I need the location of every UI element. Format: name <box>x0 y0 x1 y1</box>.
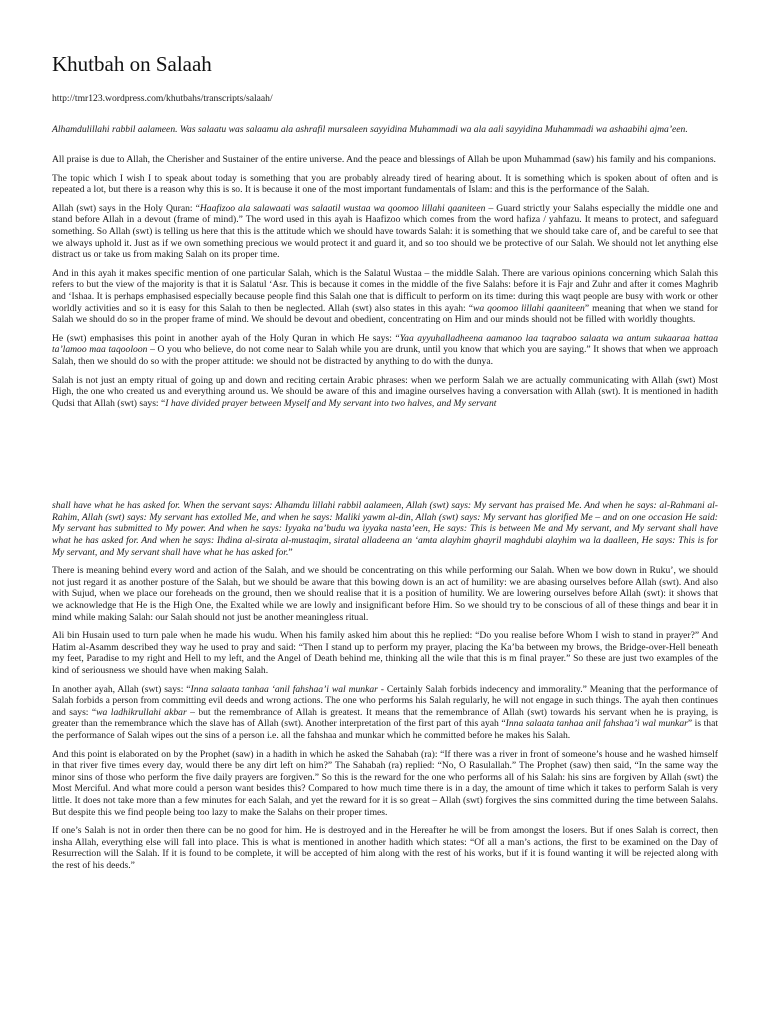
paragraph-text: He (swt) emphasises this point in another ayah of the Holy Quran in which He says: “ <box>52 332 400 344</box>
paragraph-text: ” <box>288 546 293 558</box>
paragraph-text: – but the remembrance of Allah is greatest. It means that the remembrance of Allah (swt) towards his servant when he is praying, is greater than the remembrance which the slave has of Allah (swt). Another interpretation of the first part of this ayah “ <box>52 706 718 730</box>
italic-quote-text: I have divided prayer between Myself and My servant into two halves, and My servant <box>165 397 497 409</box>
paragraph-text: And in this ayah it makes specific mention of one particular Salah, which is the Salatul Wustaa – the middle Salah. There are various opinions concerning which Salah this refers to but the view of the majority is that it is Salatul ‘Asr. This is because it comes in the middle of the five Salahs: before it is Fajr and Zuhr and after it comes Maghrib and ‘Ishaa. It is perhaps emphasised especially because people find this Salah one that is difficult to perform on its time: during this waqt people are busy with work or other worldly activities and so it is easy for this Salah to then be neglected. Allah (swt) also states in this ayah: “ <box>52 267 718 314</box>
paragraph-text: If one’s Salah is not in order then there can be no good for him. He is destroyed and in the Hereafter he will be from amongst the losers. But if ones Salah is correct, then insha Allah, everything else will fall into place. This is what is mentioned in another hadith which states: “Of all a man’s actions, the first to be examined on the Day of Resurrection will the Salah. If it is found to be complete, it will be accepted of him along with the rest of his works, but if it is found wanting it will be rejected along with the rest of his deeds.” <box>52 825 718 871</box>
italic-quote-text: shall have what he has asked for. When the servant says: Alhamdu lillahi rabbil aalameen, Allah (swt) says: My servant has praised Me. And when he says: al-Rahmani al-Rahim, Allah (swt) says: My servant has extolled Me, and when he says: Maliki yawm al-din, Allah (swt) says: My servant has glorified Me – and on one occasion He said: My servant has submitted to My power. And when he says: Iyyaka na’budu wa iyyaka nasta’een, He says: This is between Me and My servant, and My servant shall have what he has asked for. And when he says: Ihdina al-sirata al-mustaqim, siratal alladeena an ‘amta alayhim ghayril maghdubi alayhim wa la daalleen, He says: This is for My servant, and My servant shall have what he has asked for. <box>52 500 718 558</box>
body-paragraph <box>52 375 718 410</box>
body-paragraph <box>52 173 718 196</box>
italic-quote-text: Inna salaata tanhaa ‘anil fahshaa’i wal munkar <box>190 683 378 695</box>
document-title: Khutbah on Salaah <box>52 52 212 76</box>
paragraph-text: In another ayah, Allah (swt) says: “ <box>52 683 191 695</box>
paragraph-text: There is meaning behind every word and action of the Salah, and we should be concentrating on this while performing our Salah. When we bow down in Ruku’, we should not just regard it as another posture of the Salah, but we should be aware that this bowing down is an act of humility: we are abasing ourselves before Allah (swt). And also with Sujud, when we place our foreheads on the ground, then we should realise that it is a position of humility. We are lowering ourselves before Allah (swt): it shows that we acknowledge that He is the High One, the Exalted while we are lowly and insignificant before Him. So we should try to be conscious of all of these things and bear it in mind while making Salah: our Salah should not just be another meaningless ritual. <box>52 565 718 623</box>
body-paragraph <box>52 565 718 623</box>
document-page <box>52 52 718 879</box>
paragraph-text: – O you who believe, do not come near to Salah while you are drunk, until you know that which you are saying.” It shows that when we approach Salah, then we should do so with the proper attitude: we should not be distracted by anything to do with the dunya. <box>52 344 718 367</box>
paragraph-text: The topic which I wish I to speak about today is something that you are probably already tired of hearing about. It is something which is spoken about of often and is repeated a lot, but there is a reason why this is so. It is because it one of the most important fundamentals of Islam: and this is the performance of the Salah. <box>52 172 718 196</box>
italic-quote-text: Yaa ayyuhalladheena aamanoo laa taqraboo salaata wa antum sukaaraa hattaa ta’lamoo maa taqooloon <box>52 332 718 356</box>
page-gap <box>52 416 718 500</box>
paragraph-text: - Certainly Salah forbids indecency and immorality.” Meaning that the performance of Salah forbids a person from committing evil deeds and wrong actions. The one who performs his Salah regularly, he will not engage in such things. The ayah then continues and says: “ <box>52 683 718 718</box>
body-text-bottom <box>52 500 718 871</box>
paragraph-text: – Guard strictly your Salahs especially the middle one and stand before Allah in a devout (frame of mind).” The word used in this ayah is Haafizoo which comes from the word hafiza / yahfazu. It means to protect, and safeguard something. So Allah (swt) is telling us here that this is the attitude which we should have towards Salah: it is something that we should take care of, and be careful to see that we always uphold it. Just as if we own something precious we would protect it and guard it, and so too should we be protective of our Salah. We should not let anything else distract us or take us from making Salah on its proper time. <box>52 202 718 261</box>
body-paragraph <box>52 154 718 166</box>
body-text-top <box>52 154 718 409</box>
paragraph-text: And this point is elaborated on by the Prophet (saw) in a hadith in which he asked the Sahabah (ra): “If there was a river in front of someone’s house and he washed himself in that river five times every day, would there be any dirt left on him?” The Sahabah (ra) replied: “No, O Rasulallah.” The Prophet (saw) then said, “In the same way the minor sins of those who perform the five daily prayers are forgiven.” So this is the reward for the one who performs all of his Salah: his sins are forgiven by Allah (swt) the Most Merciful. And what more could a person want besides this? Compared to how much time there is in a day, the amount of time which it takes to perform Salah is very little. It does not take more than a few minutes for each Salah, and yet the reward for it is so great – Allah (swt) forgives the sins committed during the time between Salahs. But despite this we find people being too lazy to make the Salahs on their proper times. <box>52 748 718 818</box>
body-paragraph <box>52 333 718 368</box>
body-paragraph <box>52 500 718 558</box>
paragraph-text: ” meaning that when we stand for Salah we should do so in the proper frame of mind. We should be devout and obedient, concentrating on Him and our minds should not be filled with worldly thoughts. <box>52 302 718 326</box>
paragraph-text: ” is that the performance of Salah wipes out the sins of a person i.e. all the fahshaa and munkar which he committed before he makes his Salah. <box>52 718 719 741</box>
italic-quote-text: Inna salaata tanhaa anil fahshaa’i wal munkar <box>505 718 688 730</box>
paragraph-text: All praise is due to Allah, the Cherisher and Sustainer of the entire universe. And the peace and blessings of Allah be upon Muhammad (saw) his family and his companions. <box>52 154 716 165</box>
paragraph-text: Ali bin Husain used to turn pale when he made his wudu. When his family asked him about this he replied: “Do you realise before Whom I wish to stand in prayer?” And Hatim al-Asamm described they way he used to pray and said: “Then I stand up to perform my prayer, placing the Ka’ba between my brows, the Bridge-over-Hell beneath my feet, Paradise to my right and Hell to my left, and the Angel of Death behind me, thinking all the wile that this is m final prayer.” So these are just two examples of the kind of seriousness we should have when making Salah. <box>52 630 718 676</box>
paragraph-text: Salah is not just an empty ritual of going up and down and reciting certain Arabic phrases: when we perform Salah we are actually communicating with Allah (swt) Most High, the one who created us and everything around us. We should be aware of this and imagine ourselves having a conversation with Allah (swt). It is mentioned in hadith Qudsi that Allah (swt) says: “ <box>52 374 718 409</box>
body-paragraph <box>52 268 718 326</box>
italic-quote-text: wa ladhikrullahi akbar <box>96 706 187 718</box>
paragraph-text: Allah (swt) says in the Holy Quran: “ <box>52 202 200 214</box>
italic-quote-text: Haafizoo ala salawaati was salaatil wustaa wa qoomoo lillahi qaaniteen <box>199 202 486 214</box>
body-paragraph <box>52 684 718 742</box>
body-paragraph <box>52 203 718 261</box>
body-paragraph <box>52 630 718 676</box>
italic-quote-text: wa qoomoo lillahi qaaniteen <box>472 302 585 314</box>
body-paragraph <box>52 825 718 871</box>
body-paragraph <box>52 749 718 819</box>
opening-supplication: Alhamdulillahi rabbil aalameen. Was salaatu was salaamu ala ashrafil mursaleen sayyidina Muhammadi wa ala aali sayyidina Muhammadi wa ashaabihi ajma’een. <box>52 124 688 135</box>
source-url: http://tmr123.wordpress.com/khutbahs/transcripts/salaah/ <box>52 93 273 104</box>
